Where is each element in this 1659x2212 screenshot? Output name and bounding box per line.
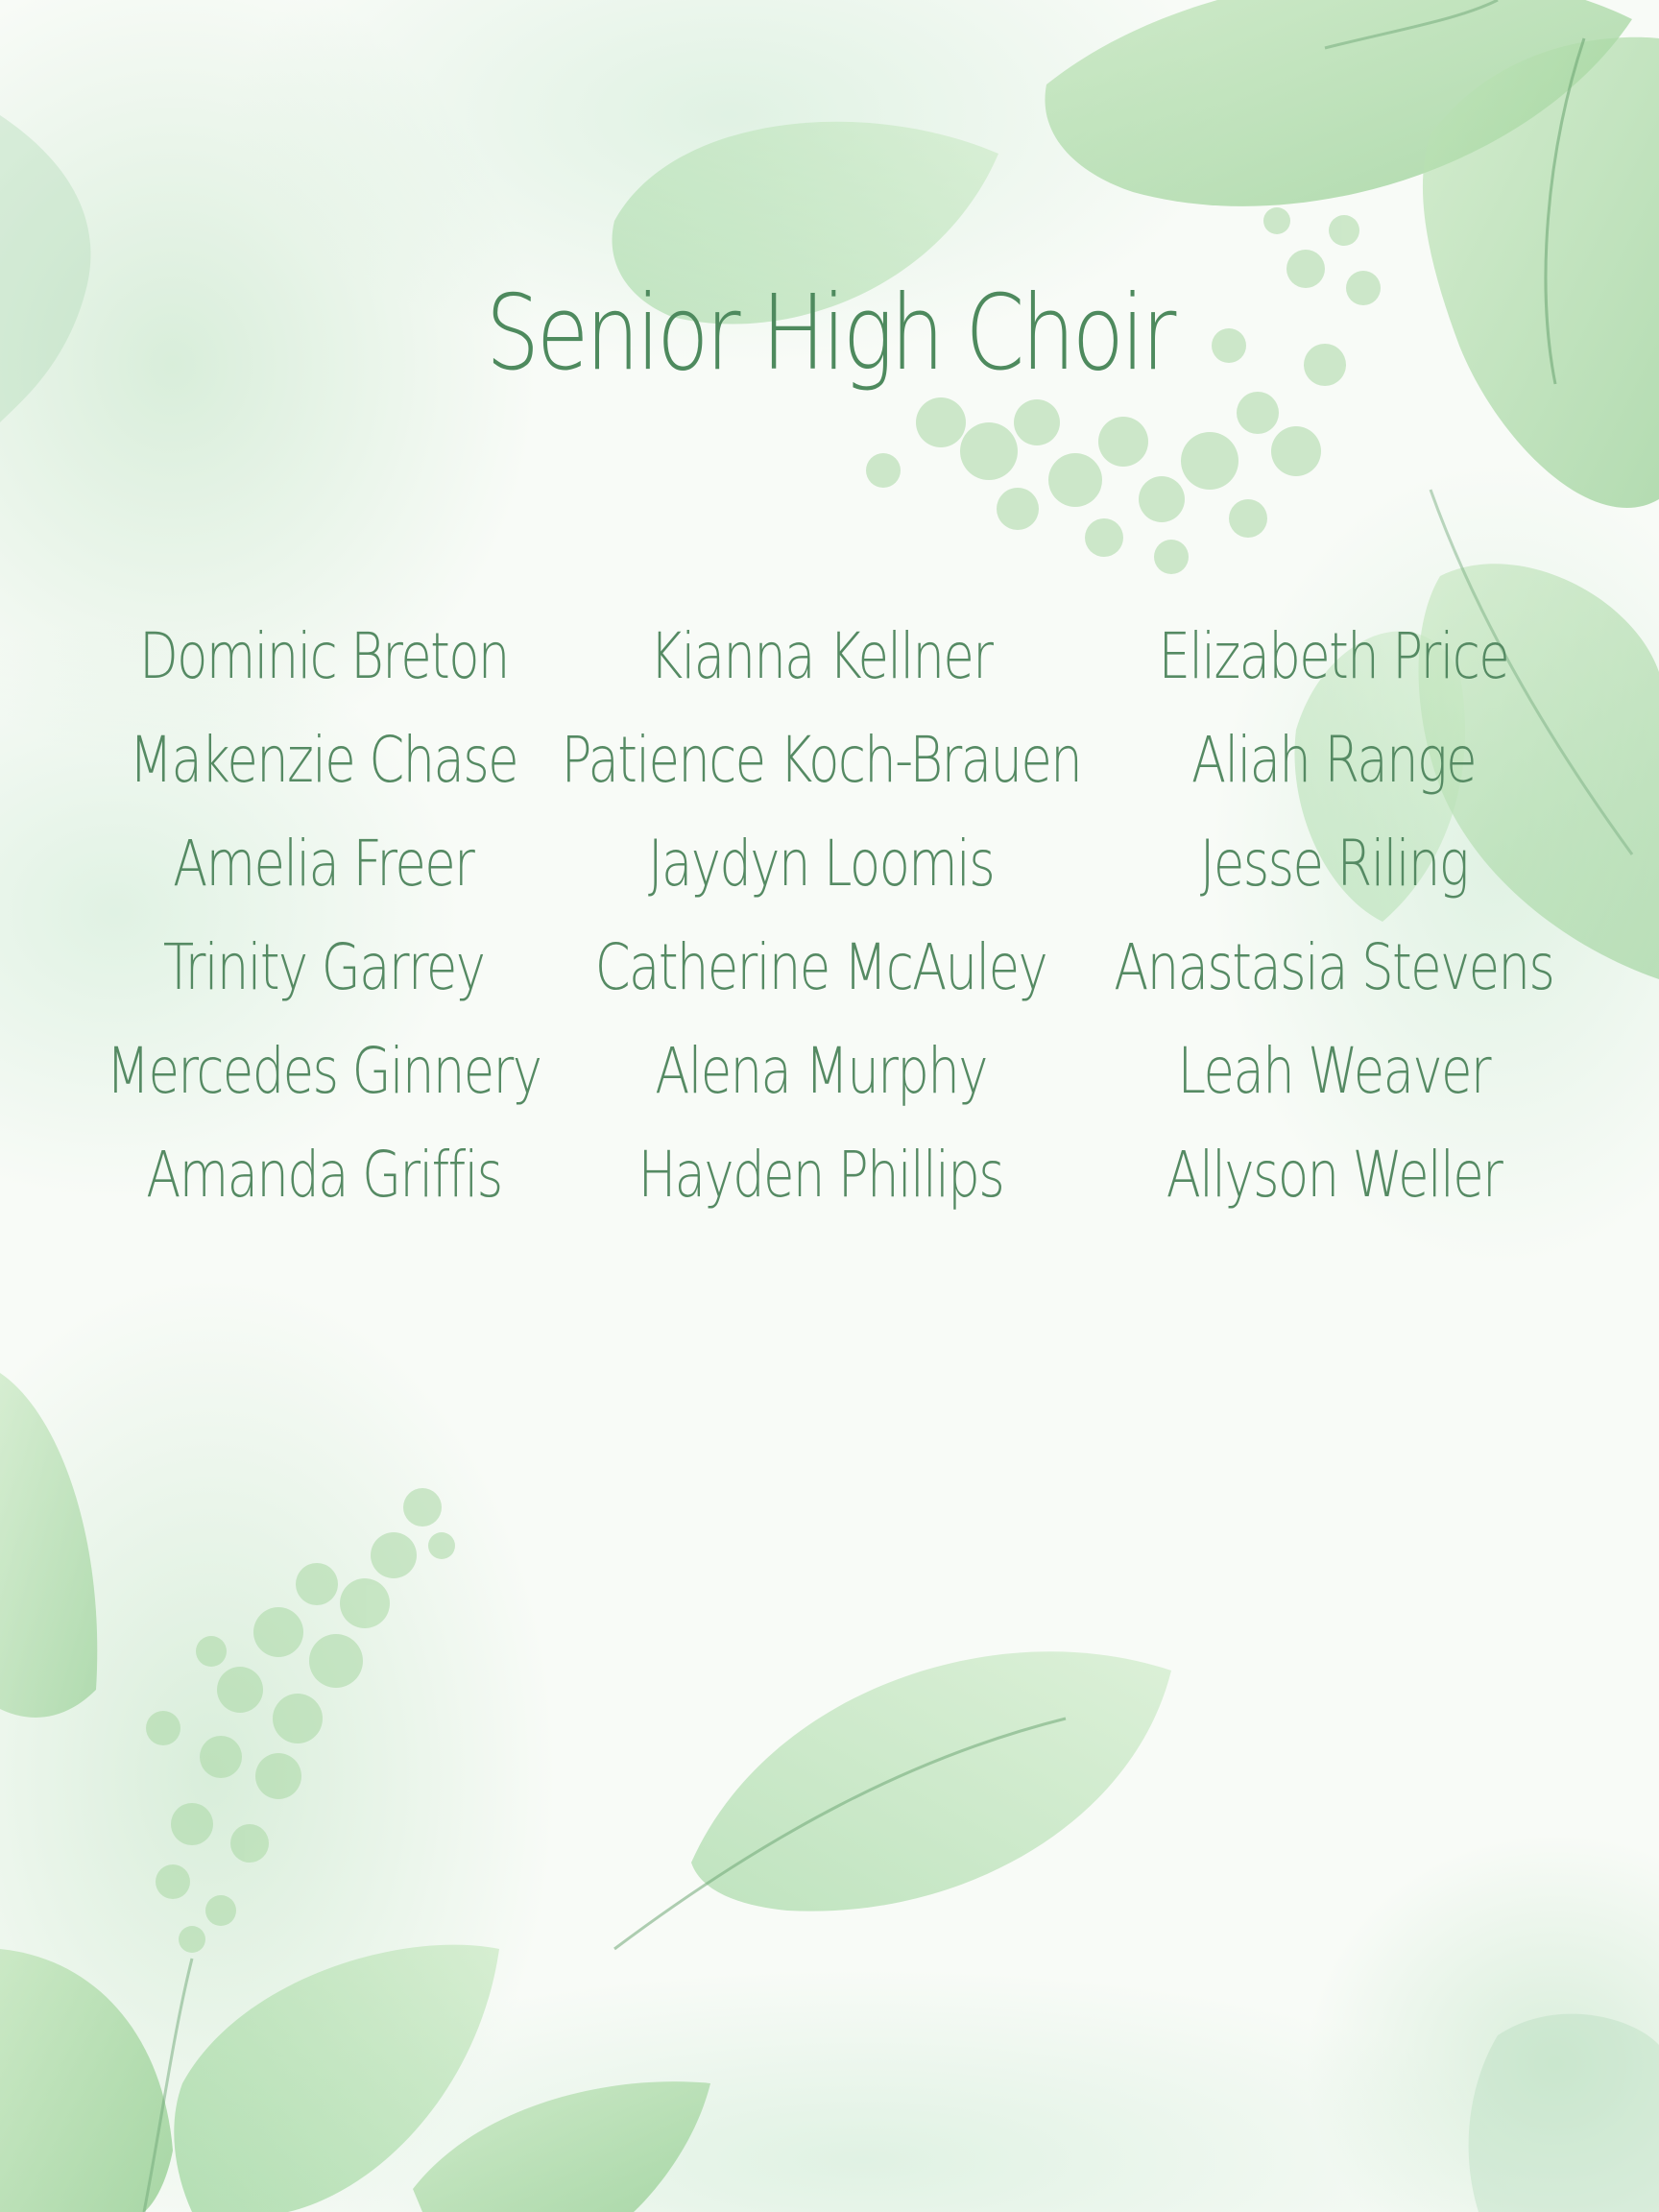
member-name: Jaydyn Loomis: [647, 827, 995, 901]
member-name: Jesse Riling: [1199, 827, 1468, 901]
member-name: Elizabeth Price: [1158, 619, 1509, 693]
member-name: Amelia Freer: [173, 827, 474, 901]
wash-splash-bottom-right: [1469, 2014, 1659, 2212]
member-name: Amanda Griffis: [145, 1138, 502, 1212]
member-name: Allyson Weller: [1166, 1138, 1502, 1212]
member-name: Patience Koch-Brauen: [561, 723, 1081, 797]
roster-column-2: [552, 605, 1090, 1227]
member-name: Kianna Kellner: [649, 619, 993, 693]
member-name: Leah Weaver: [1177, 1034, 1490, 1108]
page-title: Senior High Choir: [485, 274, 1174, 394]
member-name: Alena Murphy: [655, 1034, 987, 1108]
member-name: Mercedes Ginnery: [106, 1034, 541, 1108]
member-name: Aliah Range: [1190, 723, 1476, 797]
name-roster: [0, 605, 1659, 1219]
roster-column-1: [55, 605, 592, 1227]
member-name: Hayden Phillips: [637, 1138, 1004, 1212]
member-name: Dominic Breton: [138, 619, 509, 693]
member-name: Trinity Garrey: [162, 930, 485, 1004]
member-name: Makenzie Chase: [129, 723, 518, 797]
roster-column-3: [1065, 605, 1602, 1227]
member-name: Catherine McAuley: [594, 930, 1047, 1004]
member-name: Anastasia Stevens: [1113, 930, 1554, 1004]
